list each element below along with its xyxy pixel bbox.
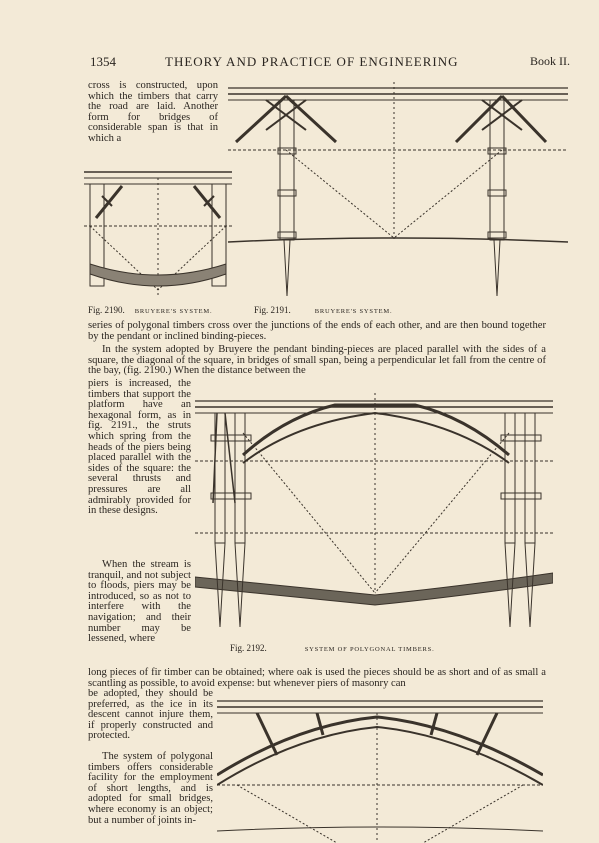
figure-partial-drawing bbox=[217, 695, 543, 843]
figure-2192-caption bbox=[230, 643, 435, 653]
paragraph-6: be adopted, they should be preferred, as the ice in its descent cannot injure them, if properly constructed and protected. bbox=[88, 688, 213, 742]
paragraph-5: long pieces of fir timber can be obtained; where oak is used the pieces should be as short and of as small a scantling as possible, to avoid expense: but whenever piers of masonry can bbox=[88, 667, 546, 689]
paragraph-2: series of polygonal timbers cross over the junctions of the ends of each other, and are then bound together by the pendant or inclined binding-pieces. bbox=[88, 320, 546, 342]
figure-2190-drawing bbox=[82, 168, 234, 300]
figure-2191-caption bbox=[254, 305, 392, 315]
figure-2190-caption bbox=[88, 305, 212, 315]
figure-2192-number: Fig. 2192. bbox=[230, 643, 267, 653]
paragraph-3a: In the system adopted by Bruyere the pendant binding-pieces are placed parallel with the sides of a square, the diagonal of the square, in bridges of small span, being a perpendicular let fall from the centre of the bay, (fig. 2190.) When the distance between the bbox=[88, 344, 546, 377]
figure-2190-number: Fig. 2190. bbox=[88, 305, 125, 315]
running-title: THEORY AND PRACTICE OF ENGINEERING bbox=[165, 54, 459, 69]
figure-2192-drawing bbox=[195, 393, 553, 635]
figure-2191-drawing bbox=[226, 82, 570, 304]
figure-2191-title: BRUYERE'S SYSTEM. bbox=[314, 308, 393, 315]
running-header bbox=[90, 54, 570, 70]
page-number: 1354 bbox=[90, 54, 116, 69]
figure-2190-title: BRUYERE'S SYSTEM. bbox=[134, 308, 213, 315]
figure-2192-title: SYSTEM OF POLYGONAL TIMBERS. bbox=[304, 646, 435, 653]
book-number: Book II. bbox=[530, 54, 570, 68]
paragraph-3b: piers is increased, the timbers that support the platform have an hexagonal form, as in fig. 2191., the struts which spring from the heads of the piers being placed parallel with the sides of the square: the several thrusts and pressures are all admirably provided for in these designs. bbox=[88, 378, 191, 517]
figure-2191-number: Fig. 2191. bbox=[254, 305, 291, 315]
paragraph-4: When the stream is tranquil, and not subject to floods, piers may be introduced, so as not to interfere with the navigation; and their number may be lessened, where bbox=[88, 559, 191, 645]
paragraph-7: The system of polygonal timbers offers considerable facility for the employment of short lengths, and is adopted for small bridges, where economy is an object; but a number of joints in- bbox=[88, 751, 213, 826]
paragraph-1: cross is constructed, upon which the timbers that carry the road are laid. Another form for bridges of considerable span is that in which a bbox=[88, 80, 218, 144]
